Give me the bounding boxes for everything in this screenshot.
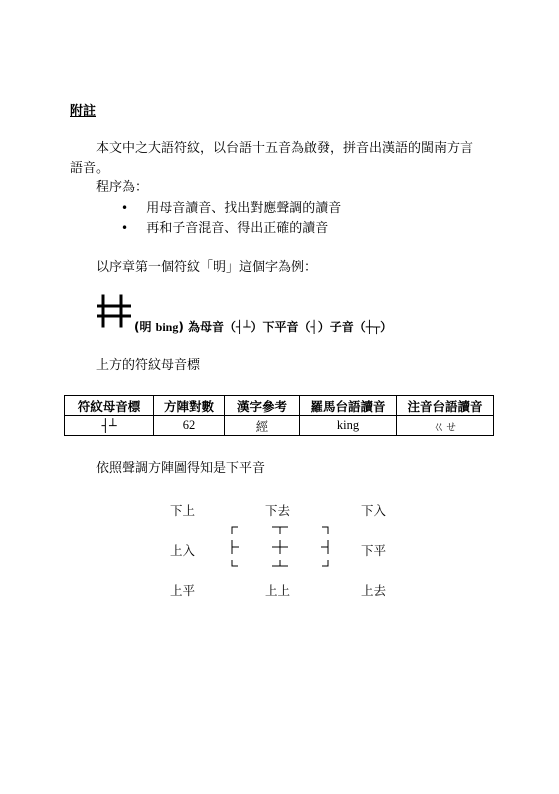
example-intro: 以序章第一個符紋「明」這個字為例： [96, 260, 318, 275]
tee-top-icon [272, 527, 288, 534]
tee-right-icon [321, 540, 328, 554]
grid-caption: 依照聲調方陣圖得知是下平音 [96, 461, 266, 476]
cross-center-icon [272, 540, 288, 554]
example-suffix: ) 為母音（┤┴）下平音（┤）子音（┼┬） [178, 320, 393, 334]
corner-bottom-left-icon [232, 560, 238, 566]
bullet-text: 再和子音混音、得出正確的讀音 [146, 221, 329, 236]
procedure-label: 程序為： [96, 180, 149, 195]
tone-square-diagram [226, 522, 334, 570]
tone-label-top-center: 下去 [265, 503, 291, 518]
table-header-cell: 符紋母音標 [65, 396, 154, 416]
tee-left-icon [232, 540, 239, 554]
corner-bottom-right-icon [322, 560, 328, 566]
table-cell: 62 [154, 416, 225, 436]
example-prefix: (明 [134, 320, 156, 334]
corner-top-left-icon [232, 527, 238, 534]
bullet-item-1 [121, 198, 341, 219]
tone-label-middle-right: 下平 [361, 543, 387, 558]
table-row [65, 416, 494, 436]
tone-label-bottom-left: 上平 [170, 583, 196, 598]
table-header-cell: 羅馬台語讀音 [300, 396, 397, 416]
bullet-item-2 [121, 218, 328, 239]
page-heading: 附註 [70, 104, 97, 119]
tee-bottom-icon [272, 560, 288, 566]
table-caption: 上方的符紋母音標 [96, 358, 201, 373]
tone-label-bottom-right: 上去 [361, 583, 387, 598]
table-cell: king [300, 416, 397, 436]
rune-glyph-icon [97, 292, 131, 330]
table-header-cell: 漢字參考 [225, 396, 300, 416]
table-header-cell: 注音台語讀音 [397, 396, 494, 416]
tone-label-top-left: 下上 [170, 503, 196, 518]
table-header-row [65, 396, 494, 416]
tone-label-middle-left: 上入 [170, 543, 196, 558]
table-cell: ㄍㄝ [397, 416, 494, 436]
table-cell: ┤┴ [65, 416, 154, 436]
bullet-text: 用母音讀音、找出對應聲調的讀音 [146, 201, 342, 216]
intro-line-2: 語音。 [70, 161, 110, 176]
bullet-dot-icon: • [121, 221, 129, 235]
tone-label-top-right: 下入 [361, 503, 387, 518]
corner-top-right-icon [322, 527, 328, 534]
bullet-dot-icon: • [121, 201, 129, 215]
intro-line-1: 本文中之大語符紋，以台語十五音為啟發，拼音出漢語的閩南方言 [96, 141, 474, 156]
example-romanization: bing [155, 320, 179, 334]
table-header-cell: 方陣對數 [154, 396, 225, 416]
tone-label-bottom-center: 上上 [265, 583, 291, 598]
vowel-mark-table [64, 395, 494, 436]
table-cell: 經 [225, 416, 300, 436]
example-line [134, 318, 392, 335]
